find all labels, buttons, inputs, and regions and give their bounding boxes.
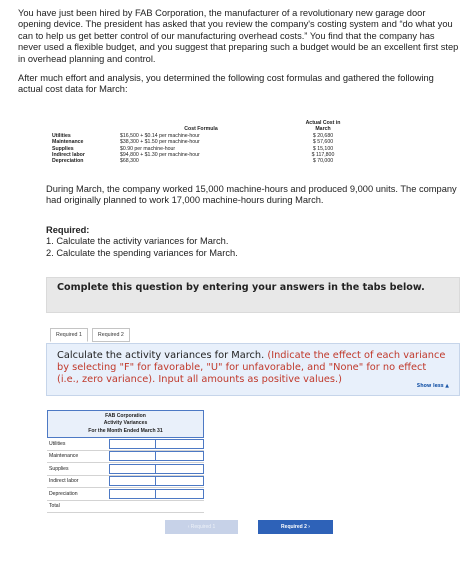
actual-cost: $ 57,600	[312, 139, 334, 146]
variance-amount-input[interactable]	[109, 489, 156, 499]
actual-cost: $ 117,800	[311, 152, 335, 159]
variance-effect-select[interactable]	[156, 439, 204, 449]
cost-formula-table	[52, 120, 364, 165]
tab-required-2[interactable]: Required 2	[92, 328, 130, 342]
variance-effect-select[interactable]	[156, 464, 204, 474]
cost-name: Utilities	[52, 132, 71, 139]
intro-paragraph-2: After much effort and analysis, you determined the following cost formulas and gathered the following actual cost data for March:	[18, 73, 434, 95]
variance-effect-select[interactable]	[156, 476, 204, 486]
variance-row-label: Maintenance	[49, 453, 79, 460]
variance-company: FAB Corporation	[105, 413, 146, 419]
variance-row	[47, 438, 204, 451]
variance-row	[47, 463, 204, 476]
variance-row-label: Total	[49, 503, 60, 510]
variance-row	[47, 451, 204, 464]
required-item-2: 2. Calculate the spending variances for March.	[46, 247, 238, 258]
cost-table-header	[52, 120, 364, 133]
variance-effect-select[interactable]	[156, 451, 204, 461]
cost-formula: $16,500 + $0.14 per machine-hour	[120, 132, 200, 139]
cost-formula-header: Cost Formula	[184, 126, 218, 132]
variance-amount-input[interactable]	[109, 464, 156, 474]
instruction-hint: (Indicate the effect of each variance by selecting "F" for favorable, "U" for unfavorable, and "None" for no effect (i.e., zero variance). Input all amounts as positive values.)	[57, 350, 446, 385]
actual-cost-header-1: Actual Cost in	[305, 120, 341, 126]
variance-row	[47, 488, 204, 501]
next-tab-button[interactable]: Required 2 ›	[258, 520, 333, 534]
variance-amount-input[interactable]	[109, 451, 156, 461]
cost-name: Supplies	[52, 145, 74, 152]
variance-row	[47, 476, 204, 489]
variance-amount-input[interactable]	[109, 439, 156, 449]
variance-row-label: Depreciation	[49, 490, 78, 497]
activity-variance-table	[47, 410, 204, 513]
tab-bar	[50, 328, 134, 342]
activity-paragraph: During March, the company worked 15,000 machine-hours and produced 9,000 units. The company had originally planned to work 17,000 machine-hours during March.	[46, 184, 457, 206]
cost-name: Maintenance	[52, 139, 84, 146]
required-item-1: 1. Calculate the activity variances for March.	[46, 236, 229, 247]
show-less-link[interactable]: Show less ▲	[416, 384, 449, 389]
required-section	[46, 225, 446, 259]
variance-row-label: Utilities	[49, 440, 66, 447]
variance-effect-select[interactable]	[156, 489, 204, 499]
cost-name: Depreciation	[52, 158, 84, 165]
problem-intro	[18, 8, 460, 104]
cost-formula: $94,800 + $1.30 per machine-hour	[120, 152, 200, 159]
cost-formula: $0.90 per machine-hour	[120, 145, 176, 152]
actual-cost: $ 15,100	[312, 145, 334, 152]
cost-row	[52, 158, 364, 164]
variance-row-label: Indirect labor	[49, 478, 79, 485]
variance-period: For the Month Ended March 31	[88, 427, 163, 434]
instruction-main: Calculate the activity variances for March.	[57, 350, 265, 361]
actual-cost: $ 20,680	[312, 132, 334, 139]
required-title: Required:	[46, 225, 90, 235]
intro-paragraph-1: You have just been hired by FAB Corporation, the manufacturer of a revolutionary new garage door opening device. The president has asked that you review the company's costing system and “do what you can to help us get better control of our manufacturing overhead costs.” You find that the company has never used a flexible budget, and you suggest that preparing such a budget would be an excellent first step in overhead planning and control.	[18, 8, 459, 64]
actual-cost-header-2: March	[315, 126, 331, 133]
variance-row-label: Supplies	[49, 465, 69, 472]
cost-formula: $38,300 + $1.50 per machine-hour	[120, 139, 200, 146]
instructions-notice: Complete this question by entering your answers in the tabs below.	[46, 277, 460, 313]
variance-title: Activity Variances	[103, 420, 148, 427]
variance-amount-input[interactable]	[109, 476, 156, 486]
variance-table-header	[47, 410, 204, 438]
instruction-panel	[46, 343, 460, 396]
cost-formula: $68,300	[120, 158, 139, 165]
tab-required-1[interactable]: Required 1	[50, 328, 88, 342]
previous-tab-button[interactable]: ‹ Required 1	[165, 520, 238, 534]
variance-row	[47, 501, 204, 514]
cost-name: Indirect labor	[52, 152, 85, 159]
actual-cost: $ 70,000	[312, 158, 334, 165]
